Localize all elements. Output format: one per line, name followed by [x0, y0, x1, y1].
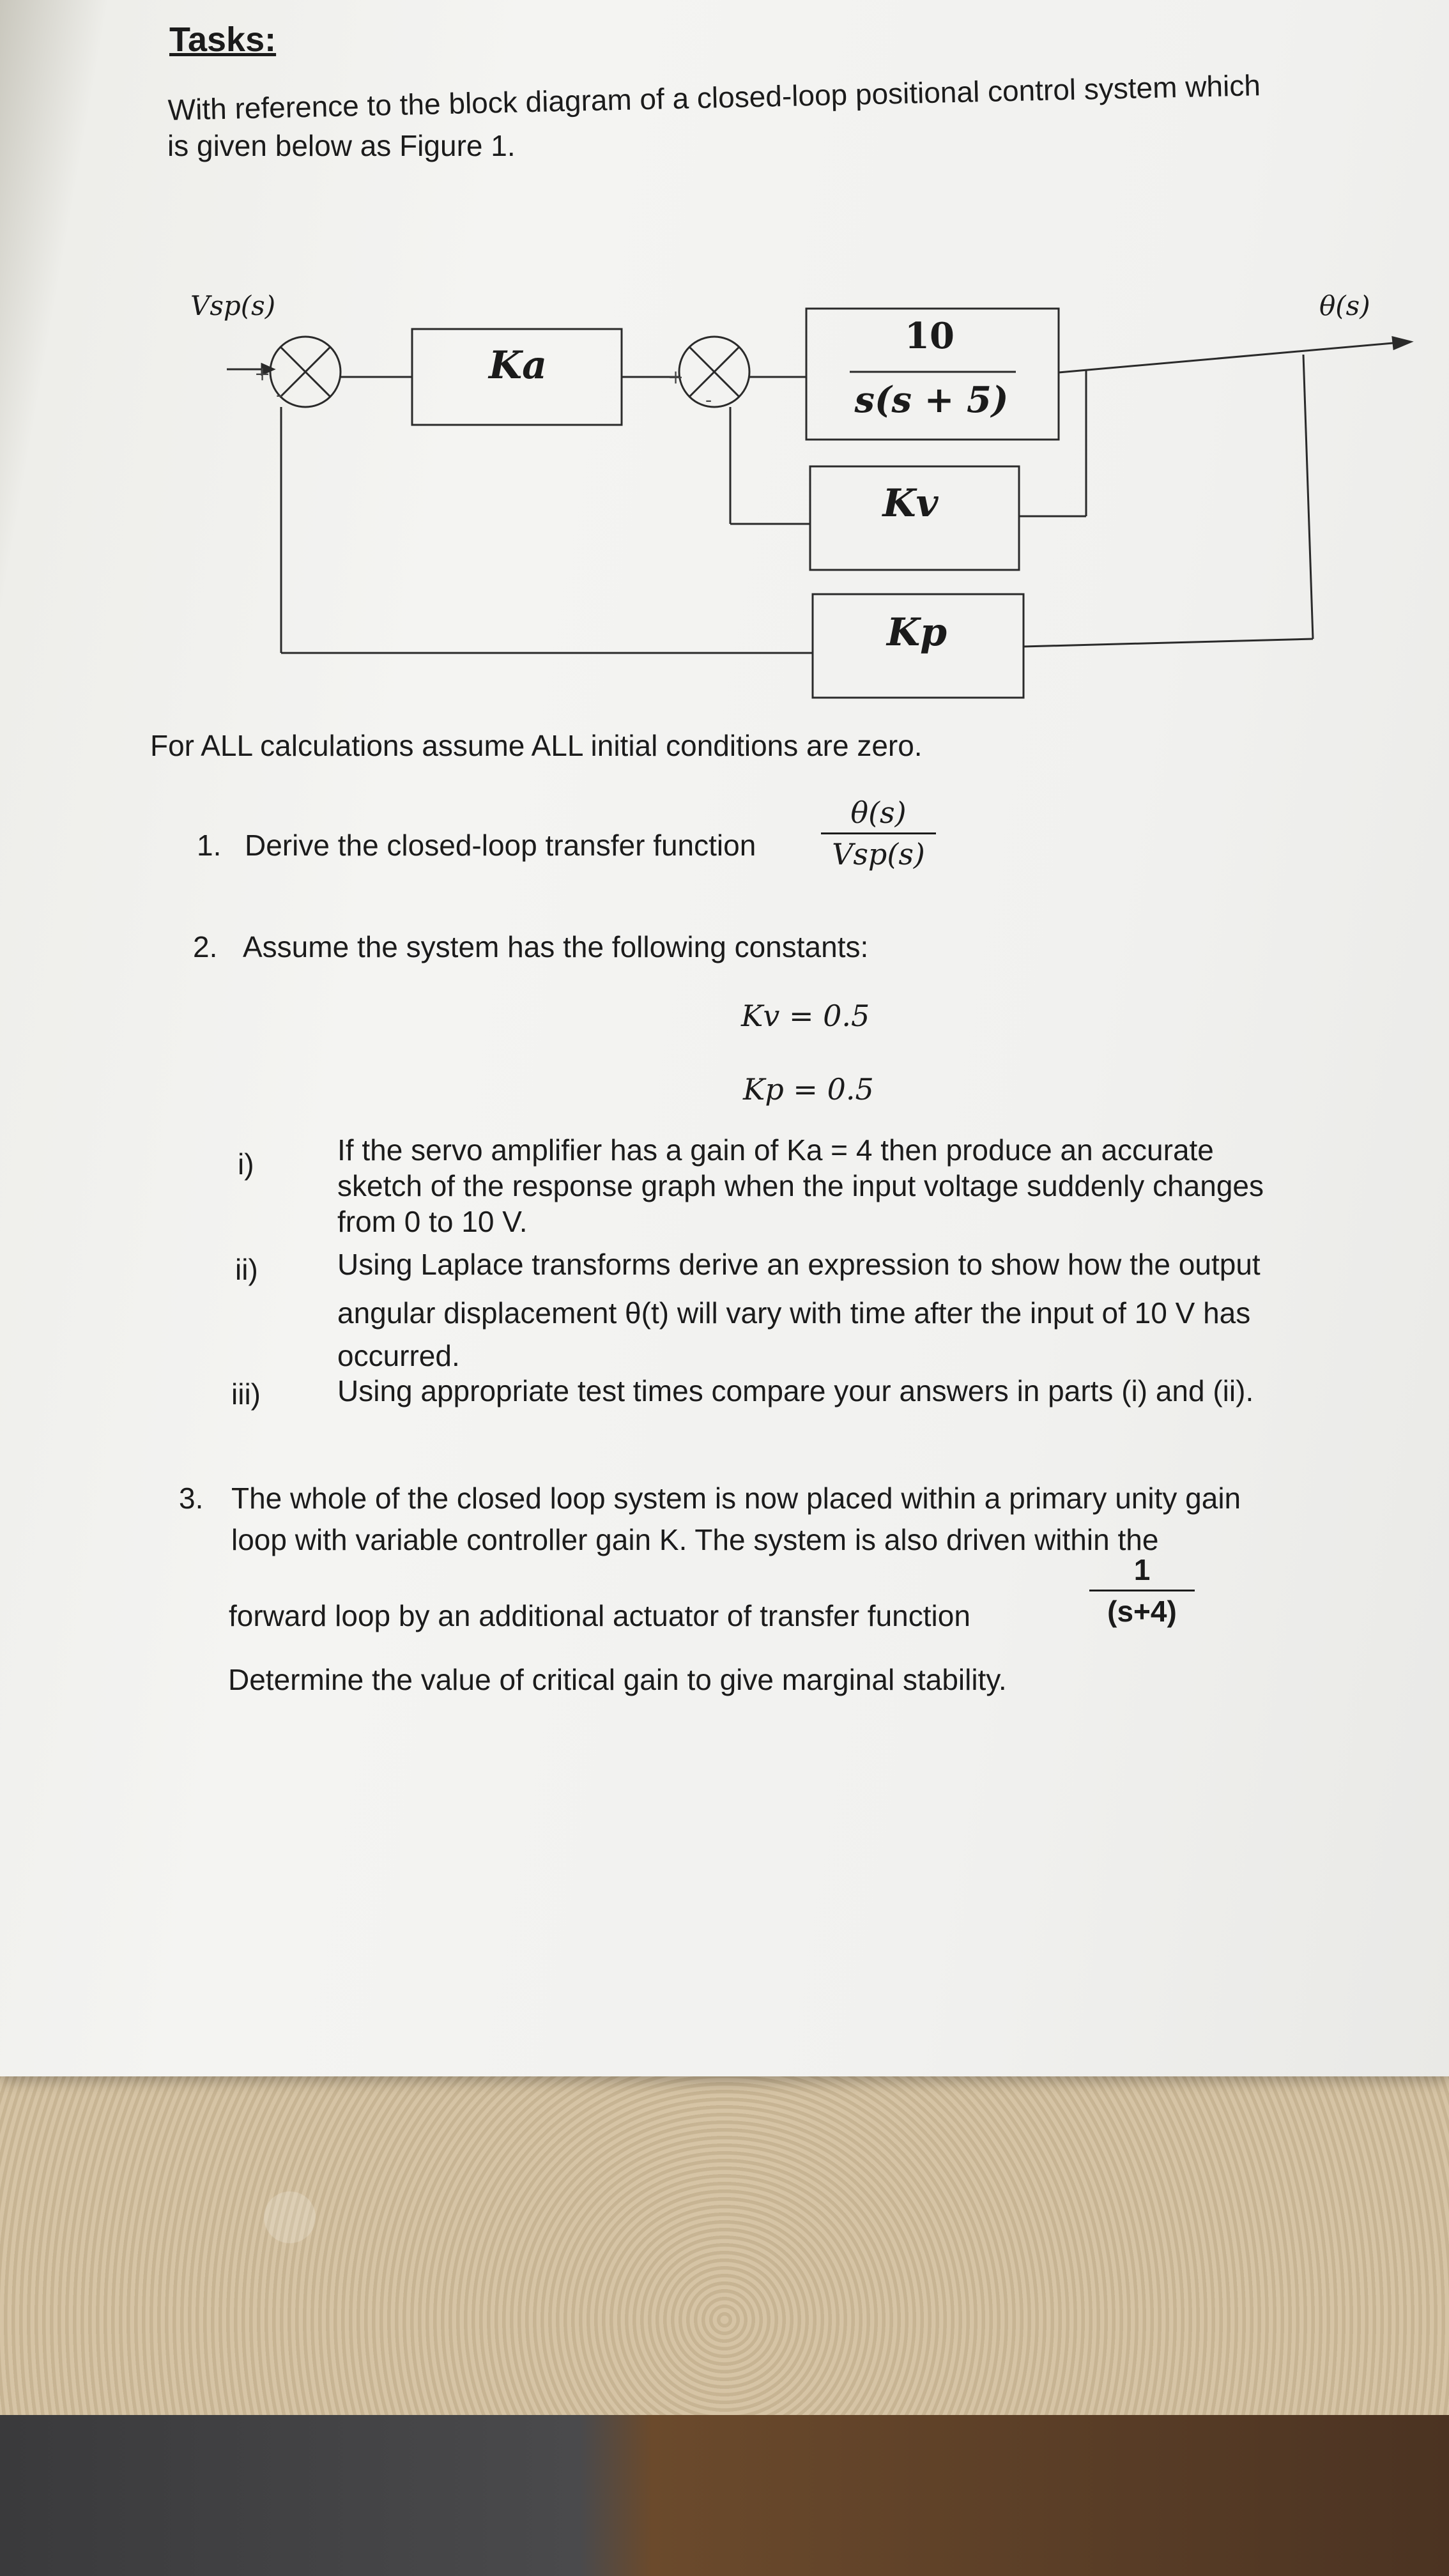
q2-number: 2.: [193, 930, 218, 963]
q3-fraction-num: 1: [1133, 1553, 1151, 1586]
q2-part-iii-line-1: Using appropriate test times compare your answers in parts (i) and (ii).: [337, 1374, 1254, 1407]
q3-fraction: [1089, 1552, 1195, 1629]
q3-fraction-bar: [1089, 1590, 1195, 1591]
q2-kv-value: Kv = 0.5: [741, 999, 870, 1033]
q2-part-ii-number: ii): [235, 1253, 258, 1286]
output-arrowhead: [1393, 337, 1411, 349]
kp-label: Kp: [886, 610, 947, 655]
junction-1-minus: -: [276, 384, 283, 406]
q1-text: Derive the closed-loop transfer function: [245, 829, 756, 862]
q2-part-ii-line-1: Using Laplace transforms derive an expression to show how the output: [337, 1248, 1261, 1281]
output-line: [1059, 343, 1393, 372]
junction-2-plus: +: [668, 366, 684, 388]
q1-fraction-bar: [821, 832, 936, 834]
kv-label: Kv: [882, 481, 939, 526]
plant-numerator: 10: [905, 315, 954, 357]
intro-line-1: With reference to the block diagram of a closed-loop positional control system which: [167, 68, 1261, 126]
tasks-heading: Tasks:: [169, 20, 277, 59]
ka-label: Ka: [489, 343, 548, 388]
q2-part-i-line-3: from 0 to 10 V.: [337, 1205, 528, 1238]
q2-kp-value: Kp = 0.5: [743, 1072, 874, 1107]
q3-line-2: loop with variable controller gain K. The system is also driven within the: [231, 1523, 1159, 1556]
q3-number: 3.: [179, 1482, 204, 1515]
q2-part-iii-number: iii): [231, 1377, 261, 1411]
junction-1-plus: +: [254, 363, 271, 385]
q1-fraction-num: θ(s): [850, 795, 907, 830]
q2-part-i-line-1: If the servo amplifier has a gain of Ka = 4 then produce an accurate: [337, 1133, 1214, 1167]
q2-text: Assume the system has the following constants:: [243, 930, 869, 963]
assumption-text: For ALL calculations assume ALL initial conditions are zero.: [150, 729, 923, 762]
q3-line-4: Determine the value of critical gain to give marginal stability.: [228, 1663, 1007, 1696]
q1-number: 1.: [197, 829, 222, 862]
q2-part-i-number: i): [238, 1147, 254, 1181]
q1-fraction-den: Vsp(s): [832, 837, 925, 871]
q2-part-ii-line-3: occurred.: [337, 1339, 460, 1372]
q2-part-i-line-2: sketch of the response graph when the input voltage suddenly changes: [337, 1169, 1264, 1202]
intro-line-2: is given below as Figure 1.: [167, 129, 516, 162]
q3-line-1: The whole of the closed loop system is now placed within a primary unity gain: [231, 1482, 1241, 1515]
plant-denominator: s(s + 5): [854, 379, 1009, 421]
q3-fraction-den: (s+4): [1107, 1595, 1177, 1628]
q1-fraction: [821, 795, 936, 871]
input-label: Vsp(s): [190, 290, 276, 321]
floor: [0, 2415, 1449, 2576]
q2-part-ii-line-2: angular displacement θ(t) will vary with time after the input of 10 V has: [337, 1296, 1251, 1330]
q3-line-3: forward loop by an additional actuator of transfer function: [229, 1599, 970, 1632]
block-diagram: [0, 268, 1449, 716]
output-label: θ(s): [1319, 290, 1370, 321]
junction-2-minus: -: [705, 389, 712, 411]
